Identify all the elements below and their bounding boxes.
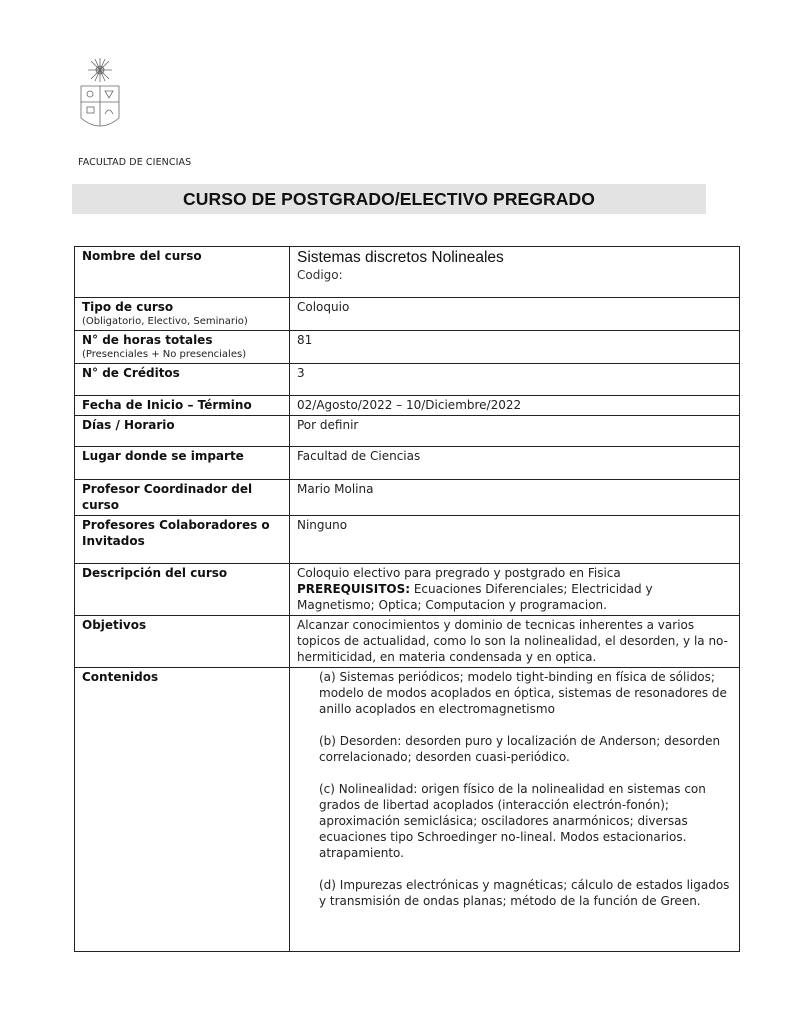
table-row bbox=[75, 480, 740, 516]
title-banner bbox=[72, 184, 706, 214]
course-info-table bbox=[74, 246, 740, 952]
place-value: Facultad de Ciencias bbox=[290, 447, 740, 480]
dates-value: 02/Agosto/2022 – 10/Diciembre/2022 bbox=[290, 396, 740, 416]
schedule-value: Por definir bbox=[290, 416, 740, 447]
credits-label: N° de Créditos bbox=[75, 364, 290, 396]
prerequisites bbox=[297, 581, 732, 613]
hours-label: N° de horas totales bbox=[82, 333, 213, 347]
table-row bbox=[75, 247, 740, 298]
university-seal-logo bbox=[78, 56, 122, 136]
contents-label: Contenidos bbox=[75, 668, 290, 952]
faculty-name: FACULTAD DE CIENCIAS bbox=[78, 157, 192, 168]
collaborators-label: Profesores Colaboradores o Invitados bbox=[75, 516, 290, 564]
coordinator-value: Mario Molina bbox=[290, 480, 740, 516]
course-type-sublabel: (Obligatorio, Electivo, Seminario) bbox=[82, 316, 248, 327]
hours-value: 81 bbox=[290, 331, 740, 364]
table-row bbox=[75, 447, 740, 480]
hours-label-cell bbox=[75, 331, 290, 364]
hours-sublabel: (Presenciales + No presenciales) bbox=[82, 349, 247, 360]
course-type-value: Coloquio bbox=[290, 298, 740, 331]
coordinator-label: Profesor Coordinador del curso bbox=[75, 480, 290, 516]
place-label: Lugar donde se imparte bbox=[75, 447, 290, 480]
prerequisites-label: PREREQUISITOS: bbox=[297, 582, 411, 596]
contents-item-a: (a) Sistemas periódicos; modelo tight-binding en física de sólidos; modelo de modos acoplados en óptica, sistemas de resonadores de anillo acoplados en electromagnetismo bbox=[319, 670, 727, 716]
credits-value: 3 bbox=[290, 364, 740, 396]
objectives-label: Objetivos bbox=[75, 616, 290, 668]
table-row bbox=[75, 616, 740, 668]
table-row bbox=[75, 298, 740, 331]
contents-item-d: (d) Impurezas electrónicas y magnéticas; cálculo de estados ligados y transmisión de ondas planas; método de la función de Green. bbox=[319, 878, 730, 908]
course-name-cell bbox=[290, 247, 740, 298]
table-row bbox=[75, 564, 740, 616]
course-type-label-cell bbox=[75, 298, 290, 331]
table-row bbox=[75, 331, 740, 364]
table-row bbox=[75, 416, 740, 447]
course-type-label: Tipo de curso bbox=[82, 300, 174, 314]
description-label: Descripción del curso bbox=[75, 564, 290, 616]
description-cell bbox=[290, 564, 740, 616]
dates-label: Fecha de Inicio – Término bbox=[75, 396, 290, 416]
schedule-label: Días / Horario bbox=[75, 416, 290, 447]
contents-item-c: (c) Nolinealidad: origen físico de la nolinealidad en sistemas con grados de libertad acoplados (interacción electrón-fonón); aproximación semiclásica; osciladores anarmónicos; diversas ecuaciones tipo Schroedinger no-lineal. Modos estacionarios. atrapamiento. bbox=[319, 782, 706, 860]
document-title: CURSO DE POSTGRADO/ELECTIVO PREGRADO bbox=[183, 188, 595, 209]
description-text: Coloquio electivo para pregrado y postgrado en Fisica bbox=[297, 566, 621, 580]
course-name: Sistemas discretos Nolineales bbox=[297, 249, 504, 266]
objectives-value: Alcanzar conocimientos y dominio de tecnicas inherentes a varios topicos de actualidad, como lo son la nolinealidad, el desorden, y la no-hermiticidad, en materia condensada y en optica. bbox=[290, 616, 740, 668]
table-row bbox=[75, 364, 740, 396]
table-row bbox=[75, 396, 740, 416]
contents-item-b: (b) Desorden: desorden puro y localización de Anderson; desorden correlacionado; desorden cuasi-periódico. bbox=[319, 734, 721, 764]
course-code-label: Codigo: bbox=[297, 268, 343, 282]
course-name-label: Nombre del curso bbox=[75, 247, 290, 298]
prerequisites-text: Ecuaciones Diferenciales; Electricidad y Magnetismo; Optica; Computacion y programacion. bbox=[297, 582, 653, 612]
contents-cell bbox=[290, 668, 740, 952]
table-row bbox=[75, 516, 740, 564]
table-row bbox=[75, 668, 740, 952]
collaborators-value: Ninguno bbox=[290, 516, 740, 564]
